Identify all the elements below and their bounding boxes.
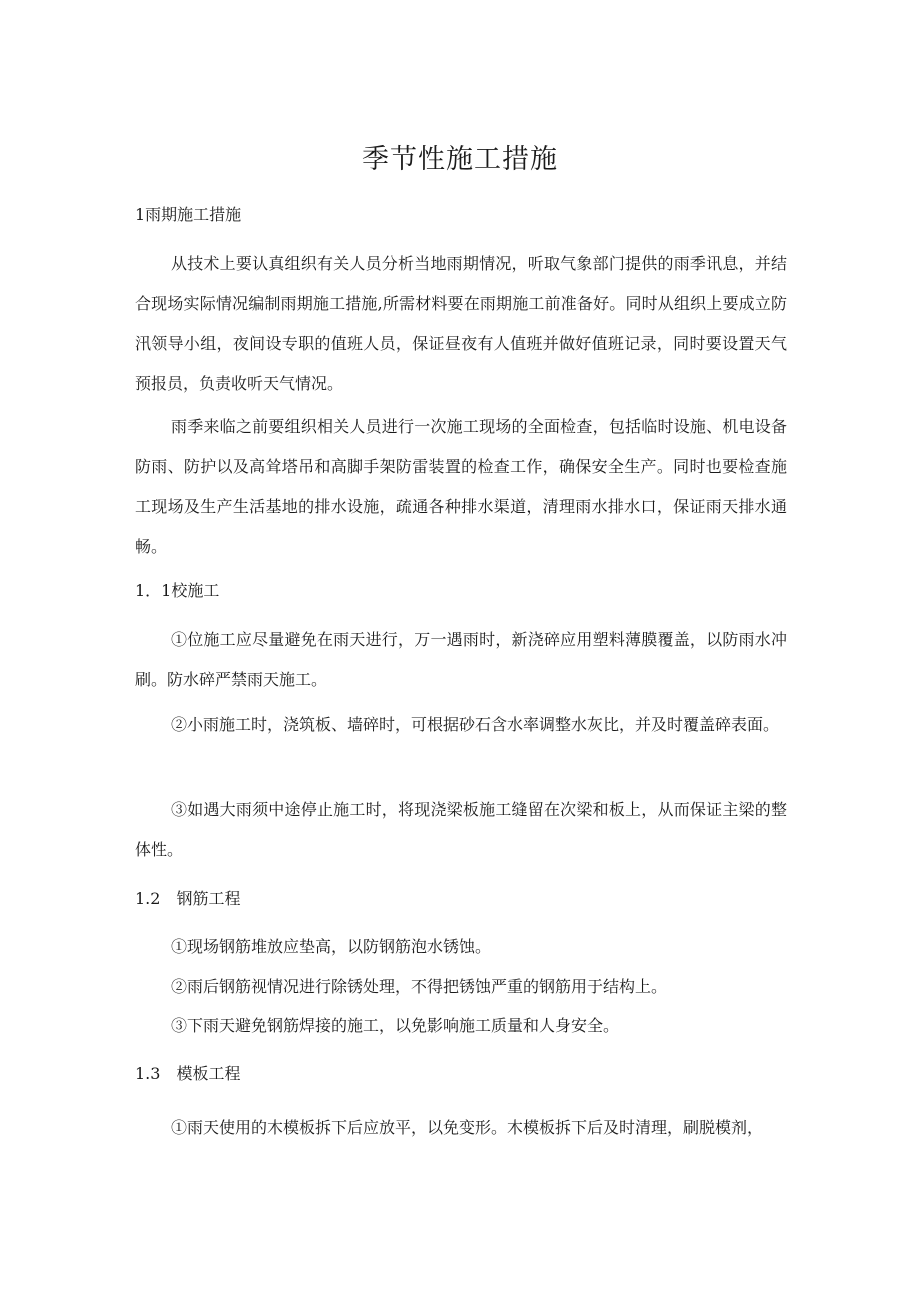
- section-heading-1-1: 1．1校施工: [135, 581, 220, 600]
- section-heading-1-3: 1.3 模板工程: [135, 1064, 241, 1083]
- page-title: 季节性施工措施: [362, 144, 558, 175]
- list-item-1-2-3: ③下雨天避免钢筋焊接的施工，以免影响施工质量和人身安全。: [171, 1016, 620, 1035]
- paragraph-1-2: 雨季来临之前要组织相关人员进行一次施工现场的全面检查，包括临时设施、机电设备防雨、防护以及高耸塔吊和高脚手架防雷装置的检查工作，确保安全生产。同时也要检查施工现场及生产生活基地的排水设施，疏通各种排水渠道，清理雨水排水口，保证雨天排水通畅。: [135, 417, 787, 556]
- paragraph-1-1: 从技术上要认真组织有关人员分析当地雨期情况，听取气象部门提供的雨季讯息，并结合现场实际情况编制雨期施工措施,所需材料要在雨期施工前准备好。同时从组织上要成立防汛领导小组，夜间设专职的值班人员，保证昼夜有人值班并做好值班记录，同时要设置天气预报员，负责收听天气情况。: [135, 254, 787, 393]
- section-heading-1-2: 1.2 钢筋工程: [135, 889, 241, 908]
- list-item-1-2-2: ②雨后钢筋视情况进行除锈处理，不得把锈蚀严重的钢筋用于结构上。: [171, 977, 668, 996]
- paragraph-1-3-1: ①雨天使用的木模板拆下后应放平，以免变形。木模板拆下后及时清理，刷脱模剂，: [171, 1118, 764, 1137]
- section-heading-1: 1雨期施工措施: [135, 205, 242, 224]
- paragraph-1-1-2: ②小雨施工时，浇筑板、墙碎时，可根据砂石含水率调整水灰比，并及时覆盖碎表面。: [171, 715, 780, 734]
- list-item-1-2-1: ①现场钢筋堆放应垫高，以防钢筋泡水锈蚀。: [171, 937, 492, 956]
- paragraph-1-1-1: ①位施工应尽量避免在雨天进行，万一遇雨时，新浇碎应用塑料薄膜覆盖，以防雨水冲刷。防水碎严禁雨天施工。: [135, 630, 787, 689]
- paragraph-1-1-3: ③如遇大雨须中途停止施工时，将现浇梁板施工缝留在次梁和板上，从而保证主梁的整体性。: [135, 800, 787, 859]
